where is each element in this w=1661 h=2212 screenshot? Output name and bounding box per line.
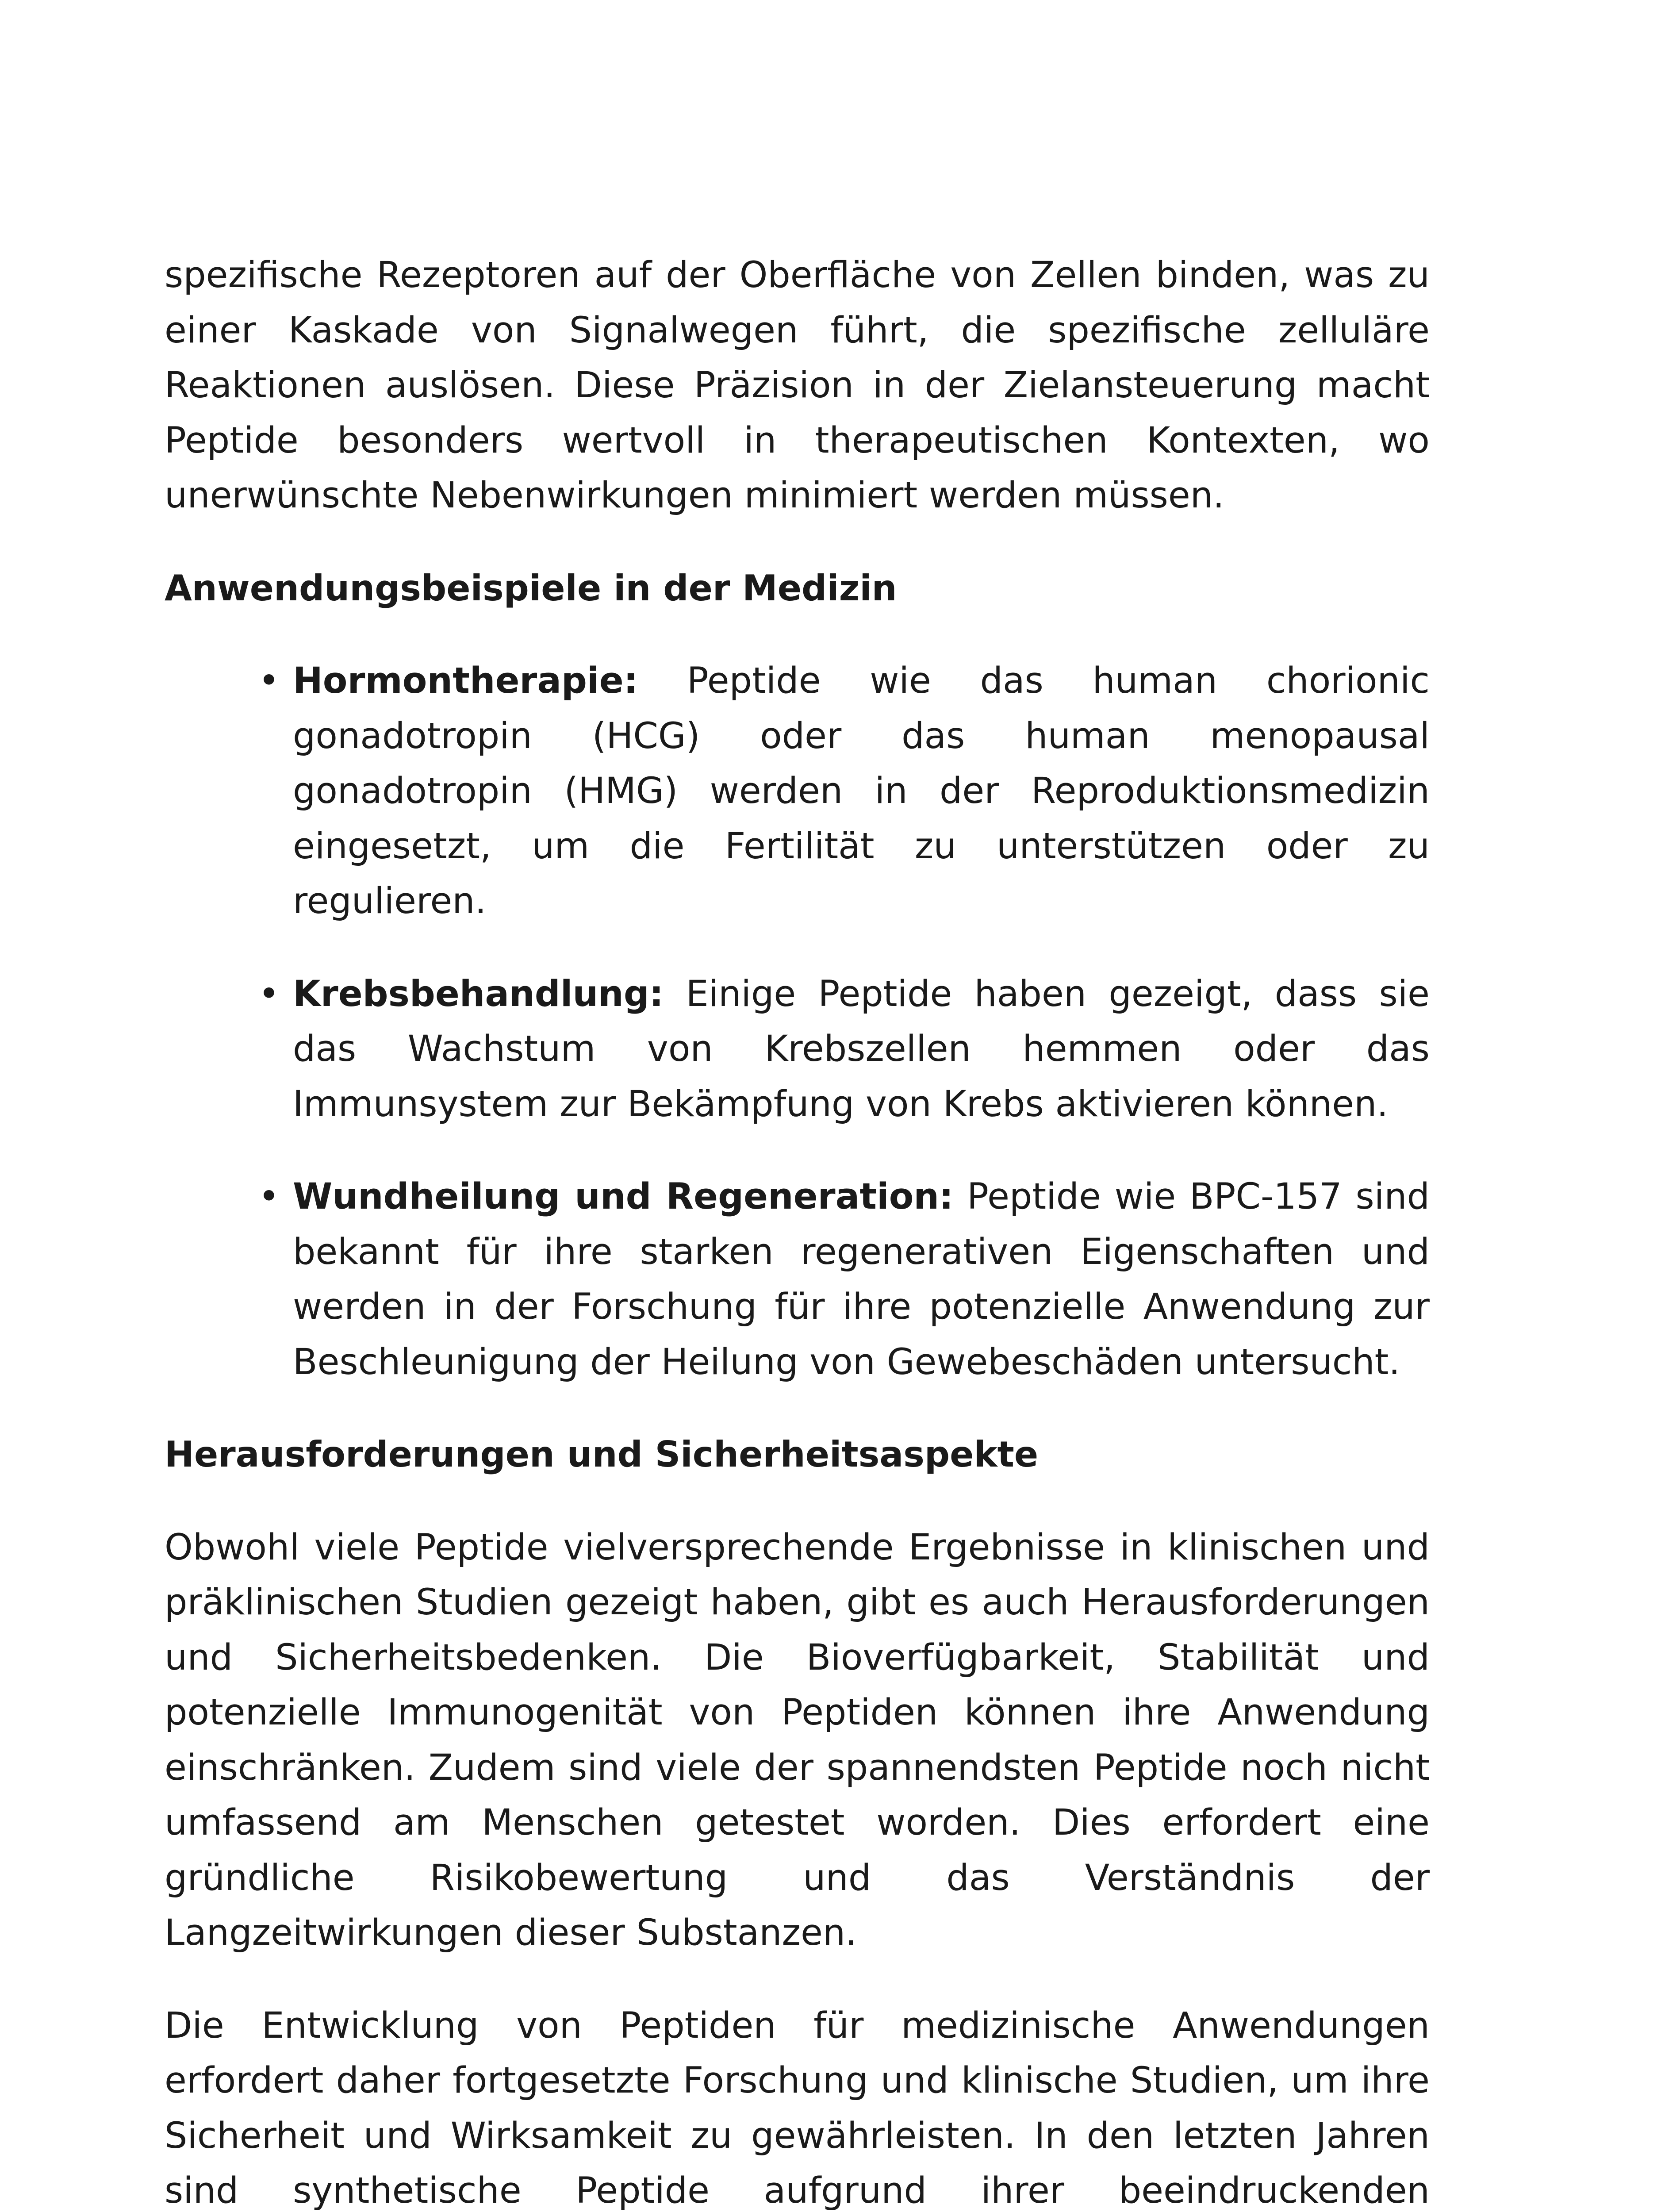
list-item-lead: Wundheilung und Regeneration: bbox=[293, 1176, 954, 1217]
bullet-marker: • bbox=[258, 973, 280, 1015]
body-paragraph: Obwohl viele Peptide vielversprechende Ergebnisse in klinischen und präklinischen Studien gezeigt haben, gibt es auch Herausforderungen und Sicherheitsbedenken. Die Bioverfügbarkeit, Stabilität und potenzielle Immunogenität von Peptiden können ihre Anwendung einschränken. Zudem sind viele der spannendsten Peptide noch nicht umfassend am Menschen getestet worden. Dies erfordert eine gründliche Risikobewertung und das Verständnis der Langzeitwirkungen dieser Substanzen. bbox=[165, 1526, 1430, 1954]
list-item-lead: Hormontherapie: bbox=[293, 660, 638, 702]
list-item-text: Peptide wie das human chorionic gonadotropin (HCG) oder das human menopausal gonadotropin (HMG) werden in der Reproduktionsmedizin eingesetzt, um die Fertilität zu unterstützen oder zu regulieren. bbox=[293, 660, 1430, 922]
list-item-hormone-therapy bbox=[165, 653, 1430, 929]
list-item-text: Peptide wie BPC-157 sind bekannt für ihre starken regenerativen Eigenschaften und werden in der Forschung für ihre potenzielle Anwendung zur Beschleunigung der Heilung von Gewebeschäden untersucht. bbox=[293, 1176, 1430, 1383]
section-heading-challenges: Herausforderungen und Sicherheitsaspekte bbox=[165, 1434, 1039, 1475]
page-content bbox=[165, 248, 1430, 2212]
section-heading-applications: Anwendungsbeispiele in der Medizin bbox=[165, 567, 897, 609]
list-item-cancer-treatment bbox=[165, 967, 1430, 1132]
body-paragraph: Die Entwicklung von Peptiden für medizinische Anwendungen erfordert daher fortgesetzte Forschung und klinische Studien, um ihre Sicherheit und Wirksamkeit zu gewährleisten. In den letzten Jahren sind synthetische Peptide aufgrund ihrer beeindruckenden bbox=[165, 2005, 1430, 2212]
bullet-marker: • bbox=[258, 1176, 280, 1217]
list-item-lead: Krebsbehandlung: bbox=[293, 973, 664, 1015]
list-item-wound-healing bbox=[165, 1169, 1430, 1390]
applications-list bbox=[165, 653, 1430, 1390]
body-paragraph: spezifische Rezeptoren auf der Oberfläche von Zellen binden, was zu einer Kaskade von Signalwegen führt, die spezifische zelluläre Reaktionen auslösen. Diese Präzision in der Zielansteuerung macht Peptide besonders wertvoll in therapeutischen Kontexten, wo unerwünschte Nebenwirkungen minimiert werden müssen. bbox=[165, 254, 1430, 516]
list-item-text: Einige Peptide haben gezeigt, dass sie das Wachstum von Krebszellen hemmen oder das Immunsystem zur Bekämpfung von Krebs aktivieren können. bbox=[293, 973, 1430, 1125]
bullet-marker: • bbox=[258, 660, 280, 702]
